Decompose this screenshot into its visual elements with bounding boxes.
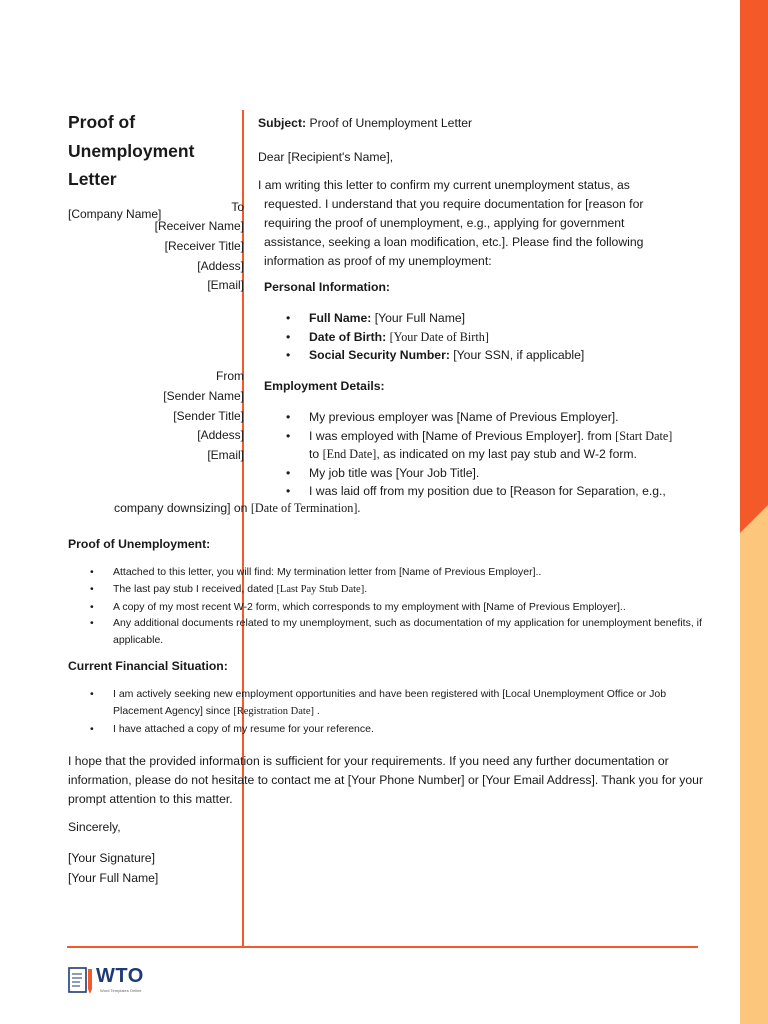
financial-list — [68, 686, 708, 737]
title-line: Letter — [68, 169, 117, 189]
item-text: . — [314, 704, 320, 717]
sender-block — [163, 367, 244, 466]
subject-text: Proof of Unemployment Letter — [309, 116, 473, 130]
sender-email: [Email] — [207, 448, 244, 463]
accent-band-bottom — [740, 505, 768, 1024]
intro-paragraph — [258, 176, 658, 271]
item-text: I was employed with [Name of Previous Employer]. from — [309, 428, 616, 443]
item-text: , as indicated on my last pay stub and W-2 form. — [376, 447, 637, 461]
logo-subtitle: Word Templates Online — [100, 988, 142, 993]
list-item: • I have attached a copy of my resume for your reference. — [68, 721, 708, 738]
item-text: I am actively seeking new employment opportunities and have been registered with [Local Unemployment Office or Job Placement Agency] since — [113, 688, 667, 717]
list-item: • Attached to this letter, you will find: My termination letter from [Name of Previous Employer].. — [68, 564, 708, 581]
sender-address: [Addess] — [197, 428, 244, 443]
signature-block — [68, 849, 158, 888]
signature-line: [Your Signature] — [68, 851, 155, 865]
item-text: to — [309, 447, 323, 461]
intro-first-line: I am writing this letter to confirm my current unemployment status, as — [258, 178, 630, 192]
financial-heading: Current Financial Situation: — [68, 659, 228, 673]
end-date: [End Date] — [322, 447, 377, 461]
termination-date: [Date of Termination]. — [250, 501, 361, 515]
subject-label: Subject: — [258, 116, 307, 130]
list-item: • A copy of my most recent W-2 form, which corresponds to my employment with [Name of Previous Employer].. — [68, 599, 708, 616]
personal-info-heading: Personal Information: — [264, 280, 390, 294]
to-label: To — [231, 200, 244, 214]
receiver-title: [Receiver Title] — [164, 238, 244, 253]
accent-band-notch — [740, 505, 768, 533]
receiver-name: [Receiver Name] — [154, 219, 244, 233]
start-date: [Start Date] — [615, 428, 673, 443]
list-item — [264, 309, 684, 328]
intro-rest: requested. I understand that you require documentation for [reason for requiring the proof of unemployment, e.g., applying for government assistance, seeking a loan modification, etc.]. Please find the following information as proof of my unemployment: — [264, 197, 644, 268]
list-item — [68, 581, 708, 599]
proof-list — [68, 564, 708, 649]
closing-paragraph: I hope that the provided information is sufficient for your requirements. If you need any further documentation or information, please do not hesitate to contact me at [Your Phone Number] or [Your Email Address]. Thank you for your prompt attention to this matter. — [68, 754, 704, 806]
item-label: Social Security Number: — [309, 348, 450, 362]
receiver-address: [Addess] — [197, 258, 244, 273]
subject-line — [258, 114, 472, 133]
item-text: The last pay stub I received, dated — [113, 582, 277, 595]
list-item: • My job title was [Your Job Title]. — [264, 464, 694, 483]
proof-heading: Proof of Unemployment: — [68, 537, 211, 551]
signature-name: [Your Full Name] — [68, 870, 159, 885]
employment-list — [264, 408, 694, 501]
page-title — [68, 108, 238, 194]
footer-divider — [67, 946, 698, 948]
employment-continuation — [114, 501, 360, 516]
item-label: Full Name: — [309, 311, 372, 325]
company-name: [Company Name] — [68, 207, 162, 221]
registration-date: [Registration Date] — [233, 705, 314, 717]
greeting: Dear [Recipient's Name], — [258, 150, 394, 164]
logo-text: WTO — [96, 965, 144, 987]
list-item: • My previous employer was [Name of Previous Employer]. — [264, 408, 694, 427]
list-item — [68, 686, 708, 721]
receiver-email: [Email] — [207, 278, 244, 293]
item-label: Date of Birth: — [309, 329, 387, 344]
title-line: Unemployment — [68, 140, 195, 161]
list-item: • Any additional documents related to my unemployment, such as documentation of my application for unemployment benefits, if applicable. — [68, 615, 708, 649]
title-line: Proof of — [68, 112, 136, 132]
list-item — [264, 427, 694, 464]
item-value: [Your SSN, if applicable] — [453, 348, 585, 362]
accent-band-top — [740, 0, 768, 505]
item-value: [Your Full Name] — [374, 311, 466, 325]
pay-stub-date: [Last Pay Stub Date] — [276, 583, 365, 595]
list-item: • I was laid off from my position due to [Reason for Separation, e.g., — [264, 482, 694, 501]
from-label: From — [216, 369, 244, 383]
list-item — [264, 346, 684, 365]
sign-off: Sincerely, — [68, 820, 121, 834]
receiver-block — [155, 217, 244, 296]
item-text: company downsizing] on — [114, 501, 251, 515]
list-item — [264, 328, 684, 347]
item-text: . — [364, 582, 368, 595]
sender-name: [Sender Name] — [163, 388, 244, 403]
sender-title: [Sender Title] — [173, 408, 244, 423]
employment-heading: Employment Details: — [264, 379, 385, 393]
personal-info-list — [264, 309, 684, 365]
document-pencil-icon — [68, 965, 96, 997]
item-value: [Your Date of Birth] — [389, 329, 489, 344]
